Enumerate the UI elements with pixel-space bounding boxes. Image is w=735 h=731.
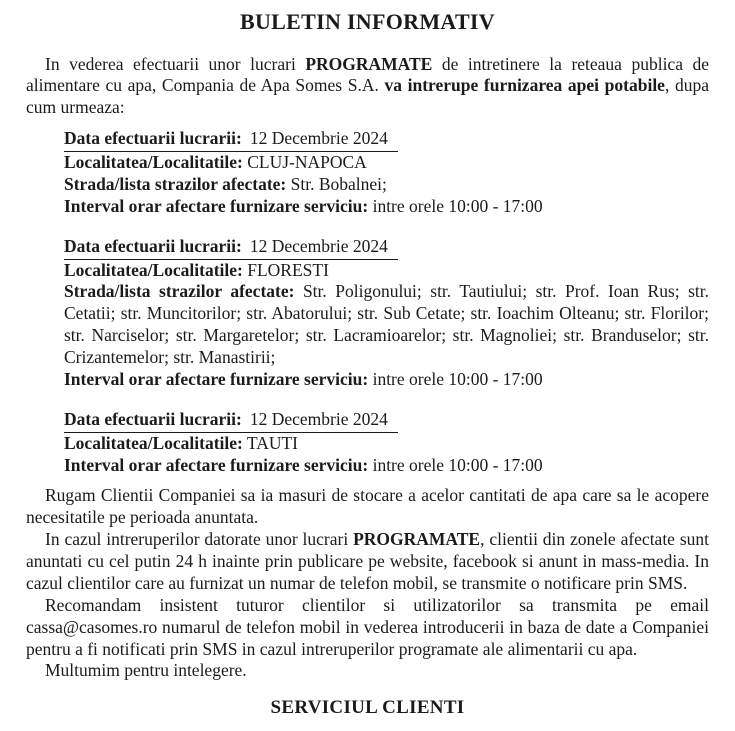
interval-line: [64, 369, 709, 391]
storage-notice-paragraph: Rugam Clientii Companiei sa ia masuri de stocare a acelor cantitati de apa care sa le acopere necesitatile pe perioada anuntata.: [26, 485, 709, 528]
interval-line: [64, 455, 709, 477]
locality-value: CLUJ-NAPOCA: [247, 152, 367, 172]
work-date-value: 12 Decembrie 2024: [249, 235, 388, 256]
work-date-label: Data efectuarii lucrarii:: [64, 128, 242, 149]
locality-line: [64, 152, 709, 174]
work-date-label: Data efectuarii lucrarii:: [64, 235, 242, 256]
intro-bold-interruption: va intrerupe furnizarea apei potabile: [384, 75, 665, 96]
thanks-paragraph: Multumim pentru intelegere.: [45, 660, 247, 681]
intro-text-pre: In vederea efectuarii unor lucrari: [45, 53, 306, 74]
outage-sections: [26, 128, 709, 476]
intro-text-mid: de intretinere la reteaua publica de alimentare cu apa, Compania de Apa Somes S.A.: [26, 53, 709, 96]
locality-value: TAUTI: [246, 432, 298, 453]
work-date-underline: [64, 128, 398, 152]
page-title: BULETIN INFORMATIV: [240, 9, 495, 34]
streets-value: Str. Bobalnei;: [290, 173, 387, 194]
work-date-label: Data efectuarii lucrarii:: [64, 408, 242, 429]
locality-label: Localitatea/Localitatile:: [64, 152, 243, 172]
notice-text-post: , clientii din zonele afectate sunt anuntati cu cel putin 24 h inainte prin publicare pe website, facebook si anunt in mass-media. In cazul clientilor care au furnizat un numar de telefon mobil, se transmite o notificare prin SMS.: [26, 529, 709, 593]
notification-policy-paragraph: [26, 529, 709, 595]
work-date-line: [64, 128, 709, 152]
interval-line: [64, 196, 709, 218]
streets-value: Str. Poligonului; str. Tautiului; str. Prof. Ioan Rus; str. Cetatii; str. Muncitorilor; str. Abatorului; str. Sub Cetate; str. Ioachim Olteanu; str. Florilor; str. Narciselor; str. Margaretelor; str. Lacramioarelor; str. Magnoliei; str. Branduselor; str. Crizantemelor; str. Manastirii;: [64, 281, 710, 367]
closing-paragraphs: [26, 485, 709, 682]
interval-value: intre orele 10:00 - 17:00: [372, 195, 543, 216]
footer-title: SERVICIUL CLIENTI: [270, 697, 465, 719]
locality-value: FLORESTI: [247, 259, 329, 280]
locality-line: [64, 260, 709, 282]
work-date-line: [64, 236, 709, 260]
outage-section-cluj-napoca: [64, 128, 709, 218]
locality-line: [64, 433, 709, 455]
work-date-value: 12 Decembrie 2024: [249, 408, 388, 429]
work-date-value: 12 Decembrie 2024: [249, 128, 388, 149]
work-date-underline: [64, 409, 398, 433]
notice-text-pre: In cazul intreruperilor datorate unor lucrari: [45, 529, 354, 550]
sms-recommendation-paragraph: Recomandam insistent tuturor clientilor si utilizatorilor sa transmita pe email cassa@casomes.ro numarul de telefon mobil in vederea introducerii in baza de date a Companiei pentru a fi notificati prin SMS in cazul intreruperilor programate ale alimentarii cu apa.: [26, 594, 709, 659]
intro-paragraph: [26, 54, 709, 120]
notice-bold-programate: PROGRAMATE: [353, 529, 481, 550]
interval-label: Interval orar afectare furnizare serviciu:: [64, 195, 369, 216]
outage-section-tauti: [64, 409, 709, 477]
interval-value: intre orele 10:00 - 17:00: [372, 454, 543, 475]
streets-line: [64, 174, 709, 196]
streets-line: [64, 281, 709, 369]
intro-text-post: , dupa cum urmeaza:: [26, 75, 709, 118]
interval-label: Interval orar afectare furnizare serviciu:: [64, 368, 369, 389]
streets-label: Strada/lista strazilor afectate:: [64, 281, 295, 302]
interval-value: intre orele 10:00 - 17:00: [372, 368, 543, 389]
streets-label: Strada/lista strazilor afectate:: [64, 173, 287, 194]
outage-section-floresti: [64, 236, 709, 391]
work-date-underline: [64, 236, 398, 260]
interval-label: Interval orar afectare furnizare serviciu:: [64, 454, 369, 475]
intro-bold-programate: PROGRAMATE: [305, 53, 433, 74]
locality-label: Localitatea/Localitatile:: [64, 259, 243, 280]
locality-label: Localitatea/Localitatile:: [64, 432, 243, 453]
work-date-line: [64, 409, 709, 433]
